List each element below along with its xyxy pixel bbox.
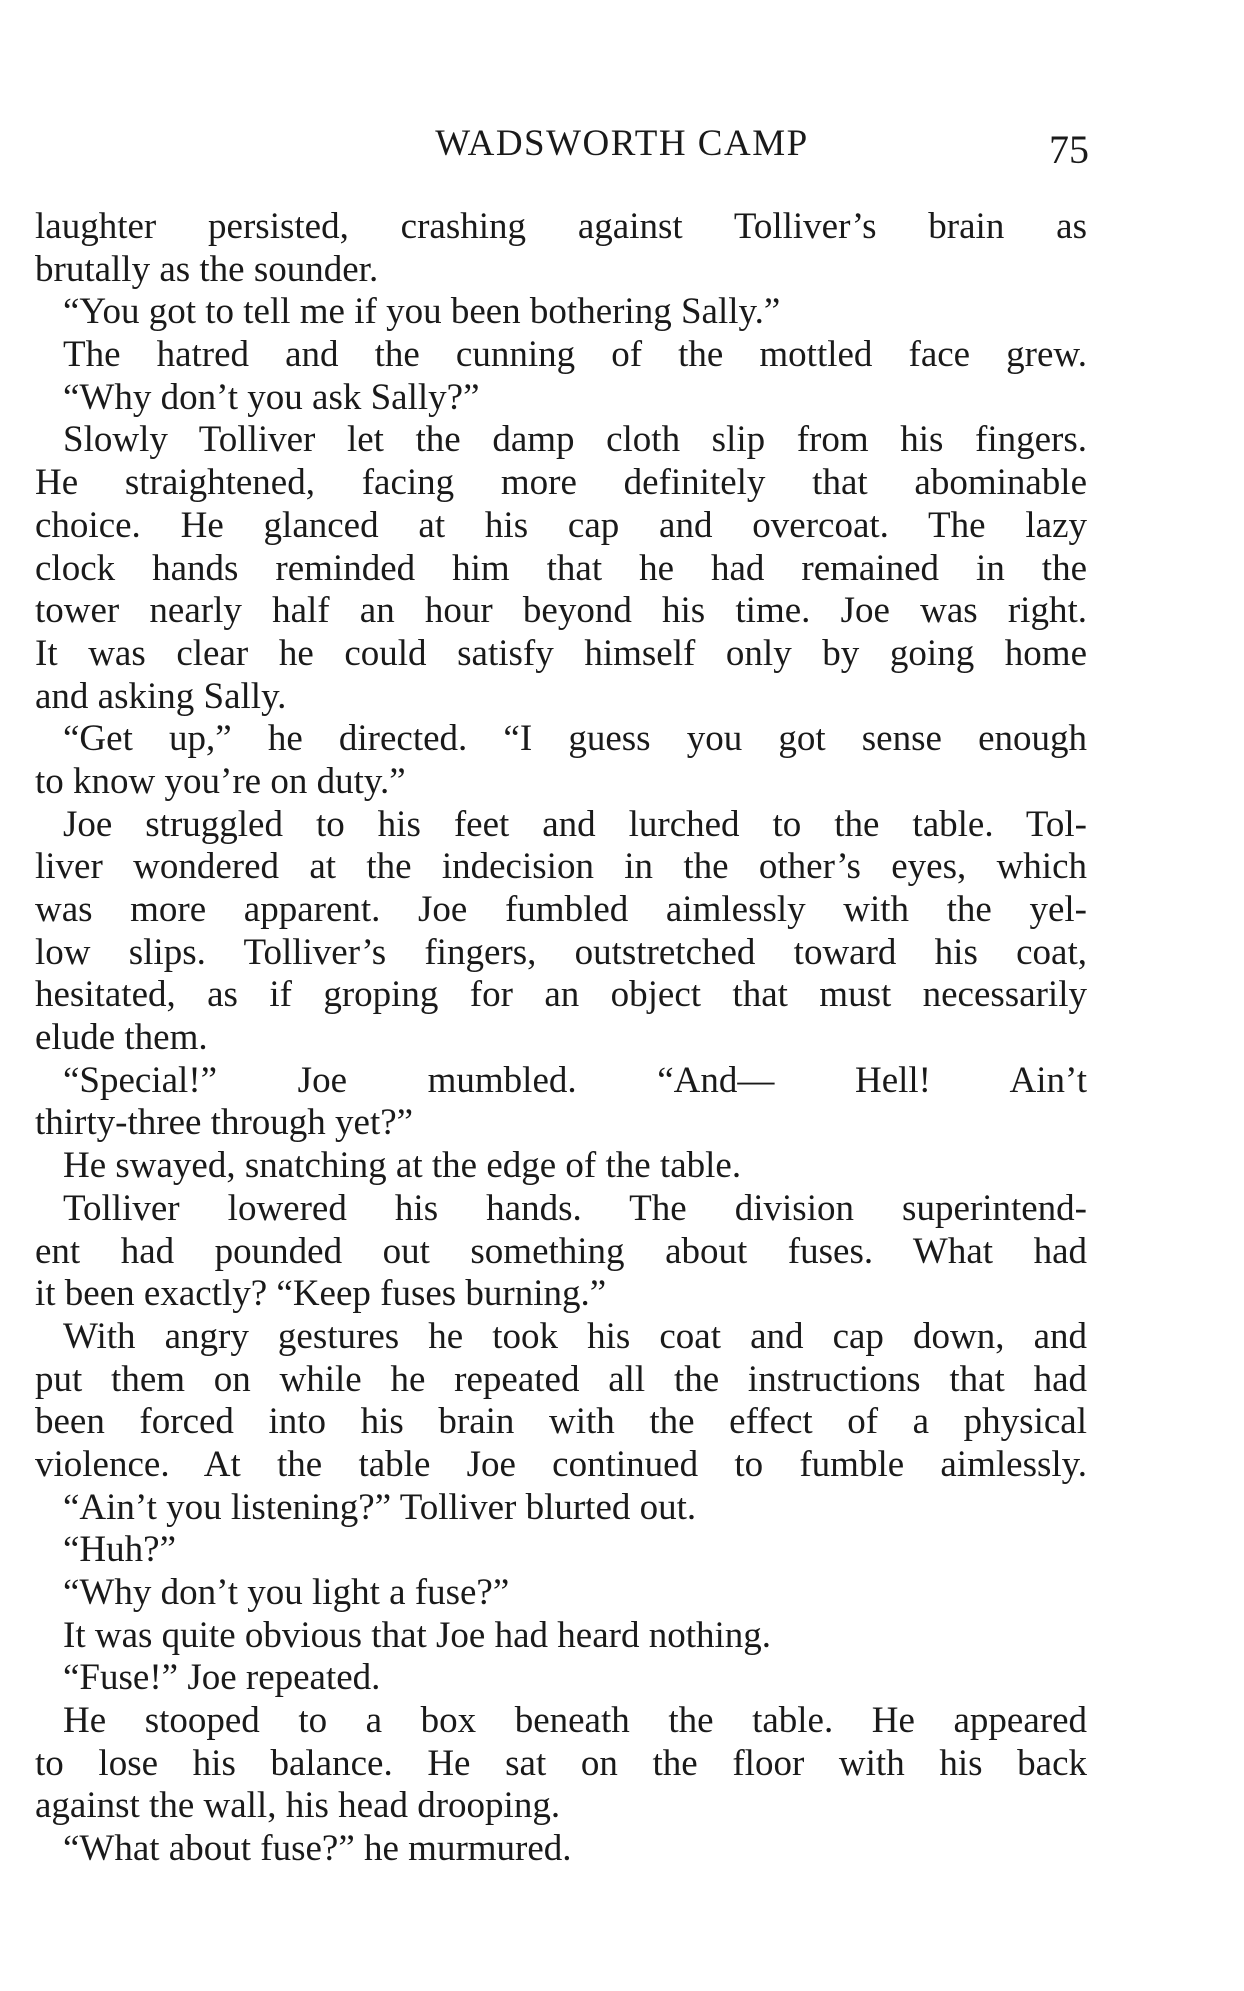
text-line: low slips. Tolliver’s fingers, outstretched toward his coat, [35,931,1087,973]
text-line: and asking Sally. [35,675,287,717]
page-number: 75 [1049,127,1089,172]
text-line: brutally as the sounder. [35,248,379,290]
running-title: WADSWORTH CAMP [435,123,809,164]
body-text [35,206,1087,1871]
text-line: “Fuse!” Joe repeated. [63,1657,381,1699]
text-line: It was clear he could satisfy himself only by going home [35,632,1087,674]
text-line: “You got to tell me if you been bothering Sally.” [63,291,781,333]
text-line: thirty-three through yet?” [35,1102,414,1144]
text-line: Joe struggled to his feet and lurched to the table. Tol- [63,803,1087,845]
running-head [0,118,1244,178]
text-line: tower nearly half an hour beyond his time. Joe was right. [35,590,1087,632]
text-line: He swayed, snatching at the edge of the table. [63,1145,742,1187]
text-line: it been exactly? “Keep fuses burning.” [35,1273,607,1315]
text-line: violence. At the table Joe continued to fumble aimlessly. [35,1443,1087,1485]
text-line: “Special!” Joe mumbled. “And— Hell! Ain’t [63,1059,1087,1101]
text-line: The hatred and the cunning of the mottled face grew. [63,334,1087,376]
text-line: was more apparent. Joe fumbled aimlessly with the yel- [35,889,1087,930]
text-line: clock hands reminded him that he had remained in the [35,547,1087,589]
text-line: been forced into his brain with the effect of a physical [35,1401,1087,1443]
text-line: “Why don’t you light a fuse?” [63,1572,510,1613]
text-line: He straightened, facing more definitely that abominable [35,462,1087,504]
text-line: “Huh?” [63,1529,176,1571]
text-line: elude them. [35,1017,208,1059]
text-line: put them on while he repeated all the instructions that had [35,1358,1087,1400]
text-line: “Ain’t you listening?” Tolliver blurted out. [63,1486,697,1528]
text-line: “Get up,” he directed. “I guess you got sense enough [63,718,1087,760]
text-line: “Why don’t you ask Sally?” [63,376,480,418]
text-line: Slowly Tolliver let the damp cloth slip from his fingers. [63,419,1087,461]
text-line: against the wall, his head drooping. [35,1785,561,1827]
text-line: It was quite obvious that Joe had heard nothing. [63,1614,772,1656]
text-line: With angry gestures he took his coat and cap down, and [63,1315,1087,1357]
text-line: liver wondered at the indecision in the other’s eyes, which [35,846,1087,888]
text-line: Tolliver lowered his hands. The division superintend- [63,1187,1087,1229]
text-line: to know you’re on duty.” [35,760,406,802]
text-line: ent had pounded out something about fuses. What had [35,1230,1087,1272]
text-line: to lose his balance. He sat on the floor with his back [35,1742,1087,1784]
text-line: hesitated, as if groping for an object that must necessarily [35,974,1087,1016]
text-line: laughter persisted, crashing against Tolliver’s brain as [35,206,1087,247]
text-line: He stooped to a box beneath the table. He appeared [63,1700,1087,1742]
text-line: “What about fuse?” he murmured. [63,1828,572,1870]
text-line: choice. He glanced at his cap and overcoat. The lazy [35,504,1087,546]
